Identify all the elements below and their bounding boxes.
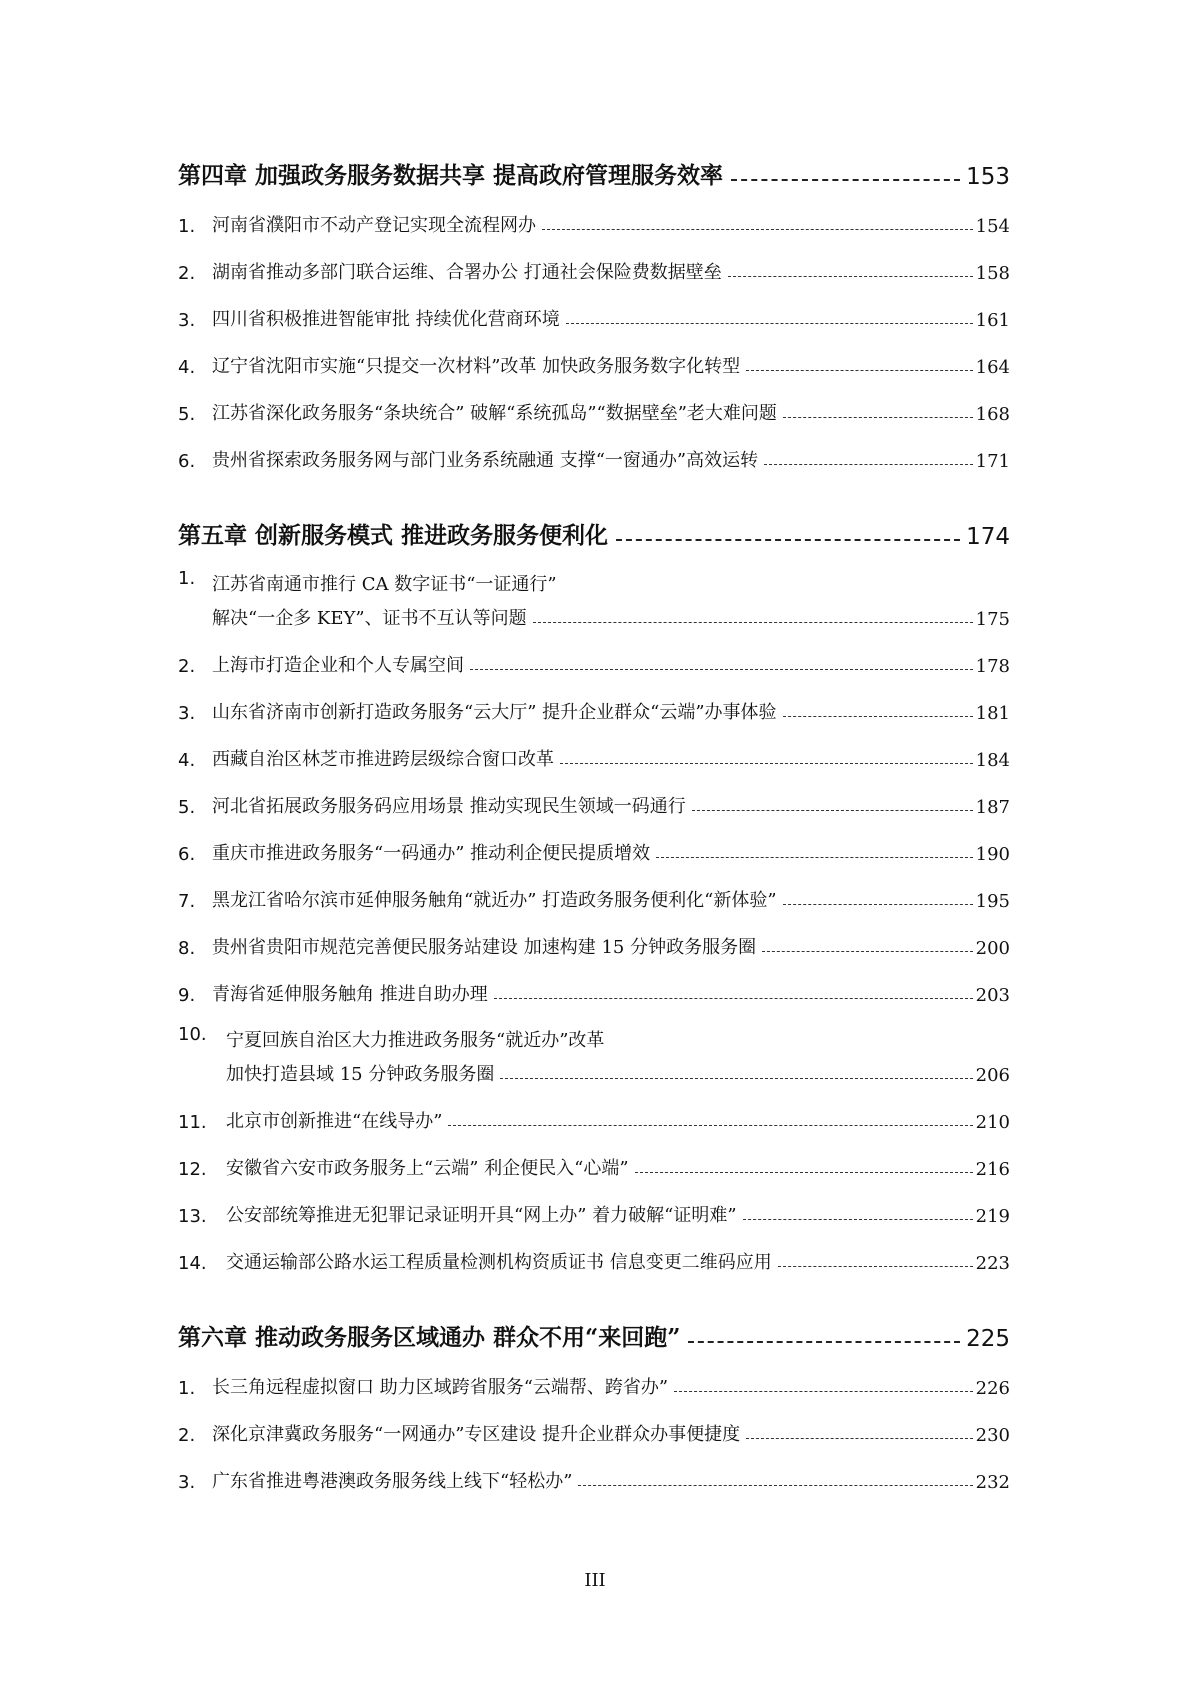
leader-dots <box>783 716 973 717</box>
toc-entry[interactable] <box>178 1024 1010 1086</box>
entry-title: 四川省积极推进智能审批 持续优化营商环境 <box>212 309 560 330</box>
entry-number: 11. <box>178 1112 207 1133</box>
entry-title: 河北省拓展政务服务码应用场景 推动实现民生领域一码通行 <box>212 796 686 817</box>
toc-entry[interactable] <box>178 930 1010 959</box>
toc-entry[interactable] <box>178 695 1010 724</box>
entry-title: 加快打造县域 15 分钟政务服务圈 <box>226 1064 495 1085</box>
entry-title: 贵州省探索政务服务网与部门业务系统融通 支撑“一窗通办”高效运转 <box>212 450 759 471</box>
entry-number: 2. <box>178 263 196 284</box>
toc-entry[interactable] <box>178 208 1010 237</box>
toc-entry[interactable] <box>178 789 1010 818</box>
chapter-title: 第四章 加强政务服务数据共享 提高政府管理服务效率 <box>178 162 724 189</box>
entry-number: 13. <box>178 1206 207 1227</box>
chapter-title: 第六章 推动政务服务区域通办 群众不用“来回跑” <box>178 1324 681 1351</box>
entry-number: 4. <box>178 750 196 771</box>
leader-dots <box>731 179 960 181</box>
entry-number: 12. <box>178 1159 207 1180</box>
entry-number: 3. <box>178 1472 196 1493</box>
table-of-contents <box>178 150 1010 1511</box>
entry-page-number: 200 <box>975 938 1010 959</box>
entry-page-number: 181 <box>975 703 1010 724</box>
toc-entry[interactable] <box>178 349 1010 378</box>
leader-dots <box>635 1172 973 1173</box>
chapter-heading[interactable] <box>178 510 1010 550</box>
entry-title: 山东省济南市创新打造政务服务“云大厅” 提升企业群众“云端”办事体验 <box>212 702 777 723</box>
entry-number: 3. <box>178 703 196 724</box>
entry-number: 1. <box>178 216 196 237</box>
toc-entry[interactable] <box>178 1245 1010 1274</box>
leader-dots <box>448 1125 972 1126</box>
entry-number: 10. <box>178 1024 207 1045</box>
leader-dots <box>728 276 973 277</box>
entry-title: 安徽省六安市政务服务上“云端” 利企便民入“心端” <box>226 1158 629 1179</box>
entry-number: 9. <box>178 985 196 1006</box>
chapter-page-number: 174 <box>966 524 1010 550</box>
leader-dots <box>560 763 973 764</box>
entry-title: 辽宁省沈阳市实施“只提交一次材料”改革 加快政务服务数字化转型 <box>212 356 741 377</box>
section-gap <box>178 1292 1010 1312</box>
entry-page-number: 158 <box>975 263 1010 284</box>
entry-title: 公安部统筹推进无犯罪记录证明开具“网上办” 着力破解“证明难” <box>226 1205 737 1226</box>
entry-title: 青海省延伸服务触角 推进自助办理 <box>212 984 488 1005</box>
entry-page-number: 206 <box>975 1065 1010 1086</box>
entry-number: 5. <box>178 797 196 818</box>
entry-page-number: 184 <box>975 750 1010 771</box>
entry-page-number: 178 <box>975 656 1010 677</box>
entry-number: 8. <box>178 938 196 959</box>
entry-title-line1: 宁夏回族自治区大力推进政务服务“就近办”改革 <box>226 1030 605 1051</box>
entry-page-number: 168 <box>975 404 1010 425</box>
entry-title: 重庆市推进政务服务“一码通办” 推动利企便民提质增效 <box>212 843 651 864</box>
section-gap <box>178 490 1010 510</box>
entry-page-number: 154 <box>975 216 1010 237</box>
entry-title: 河南省濮阳市不动产登记实现全流程网办 <box>212 215 536 236</box>
leader-dots <box>616 539 960 541</box>
entry-page-number: 226 <box>975 1378 1010 1399</box>
entry-title: 深化京津冀政务服务“一网通办”专区建设 提升企业群众办事便捷度 <box>212 1424 741 1445</box>
entry-page-number: 190 <box>975 844 1010 865</box>
entry-title: 贵州省贵阳市规范完善便民服务站建设 加速构建 15 分钟政务服务圈 <box>212 937 757 958</box>
entry-number: 5. <box>178 404 196 425</box>
entry-page-number: 195 <box>975 891 1010 912</box>
toc-entry[interactable] <box>178 302 1010 331</box>
toc-entry[interactable] <box>178 396 1010 425</box>
leader-dots <box>500 1078 972 1079</box>
entry-title: 长三角远程虚拟窗口 助力区域跨省服务“云端帮、跨省办” <box>212 1377 669 1398</box>
leader-dots <box>746 370 973 371</box>
toc-entry[interactable] <box>178 443 1010 472</box>
entry-page-number: 210 <box>975 1112 1010 1133</box>
entry-title-line1: 江苏省南通市推行 CA 数字证书“一证通行” <box>212 574 557 595</box>
toc-entry[interactable] <box>178 1198 1010 1227</box>
toc-entry[interactable] <box>178 648 1010 677</box>
leader-dots <box>674 1391 973 1392</box>
entry-number: 2. <box>178 1425 196 1446</box>
entry-page-number: 203 <box>975 985 1010 1006</box>
toc-entry[interactable] <box>178 1104 1010 1133</box>
entry-number: 14. <box>178 1253 207 1274</box>
entry-title: 广东省推进粤港澳政务服务线上线下“轻松办” <box>212 1471 573 1492</box>
toc-entry[interactable] <box>178 255 1010 284</box>
entry-page-number: 187 <box>975 797 1010 818</box>
entry-title: 解决“一企多 KEY”、证书不互认等问题 <box>212 608 527 629</box>
leader-dots <box>783 417 973 418</box>
entry-number: 1. <box>178 1378 196 1399</box>
entry-page-number: 216 <box>975 1159 1010 1180</box>
leader-dots <box>566 323 973 324</box>
leader-dots <box>688 1341 960 1343</box>
entry-page-number: 232 <box>975 1472 1010 1493</box>
entry-title: 江苏省深化政务服务“条块统合” 破解“系统孤岛”“数据壁垒”老大难问题 <box>212 403 777 424</box>
toc-entry[interactable] <box>178 1370 1010 1399</box>
toc-entry[interactable] <box>178 883 1010 912</box>
entry-page-number: 223 <box>975 1253 1010 1274</box>
leader-dots <box>762 951 973 952</box>
entry-title: 交通运输部公路水运工程质量检测机构资质证书 信息变更二维码应用 <box>226 1252 772 1273</box>
entry-number: 6. <box>178 451 196 472</box>
entry-title: 北京市创新推进“在线导办” <box>226 1111 443 1132</box>
toc-entry[interactable] <box>178 1417 1010 1446</box>
chapter-page-number: 225 <box>966 1326 1010 1352</box>
entry-title: 上海市打造企业和个人专属空间 <box>212 655 464 676</box>
entry-page-number: 161 <box>975 310 1010 331</box>
entry-title: 黑龙江省哈尔滨市延伸服务触角“就近办” 打造政务服务便利化“新体验” <box>212 890 777 911</box>
leader-dots <box>778 1266 973 1267</box>
leader-dots <box>692 810 973 811</box>
leader-dots <box>578 1485 972 1486</box>
entry-title: 西藏自治区林芝市推进跨层级综合窗口改革 <box>212 749 554 770</box>
leader-dots <box>533 622 973 623</box>
entry-page-number: 219 <box>975 1206 1010 1227</box>
entry-page-number: 164 <box>975 357 1010 378</box>
page-footer-number: III <box>584 1570 606 1591</box>
leader-dots <box>743 1219 973 1220</box>
toc-entry[interactable] <box>178 568 1010 630</box>
entry-number: 6. <box>178 844 196 865</box>
entry-number: 3. <box>178 310 196 331</box>
leader-dots <box>542 229 973 230</box>
entry-number: 2. <box>178 656 196 677</box>
toc-entry[interactable] <box>178 742 1010 771</box>
toc-entry[interactable] <box>178 836 1010 865</box>
chapter-page-number: 153 <box>966 164 1010 190</box>
leader-dots <box>494 998 973 999</box>
entry-number: 4. <box>178 357 196 378</box>
chapter-title: 第五章 创新服务模式 推进政务服务便利化 <box>178 522 609 549</box>
leader-dots <box>656 857 973 858</box>
entry-number: 1. <box>178 568 196 589</box>
entry-page-number: 175 <box>975 609 1010 630</box>
leader-dots <box>746 1438 973 1439</box>
entry-page-number: 171 <box>975 451 1010 472</box>
entry-number: 7. <box>178 891 196 912</box>
chapter-heading[interactable] <box>178 1312 1010 1352</box>
toc-entry[interactable] <box>178 1464 1010 1493</box>
entry-page-number: 230 <box>975 1425 1010 1446</box>
leader-dots <box>783 904 973 905</box>
chapter-heading[interactable] <box>178 150 1010 190</box>
toc-entry[interactable] <box>178 1151 1010 1180</box>
leader-dots <box>470 669 973 670</box>
entry-title: 湖南省推动多部门联合运维、合署办公 打通社会保险费数据壁垒 <box>212 262 722 283</box>
leader-dots <box>764 464 973 465</box>
toc-entry[interactable] <box>178 977 1010 1006</box>
